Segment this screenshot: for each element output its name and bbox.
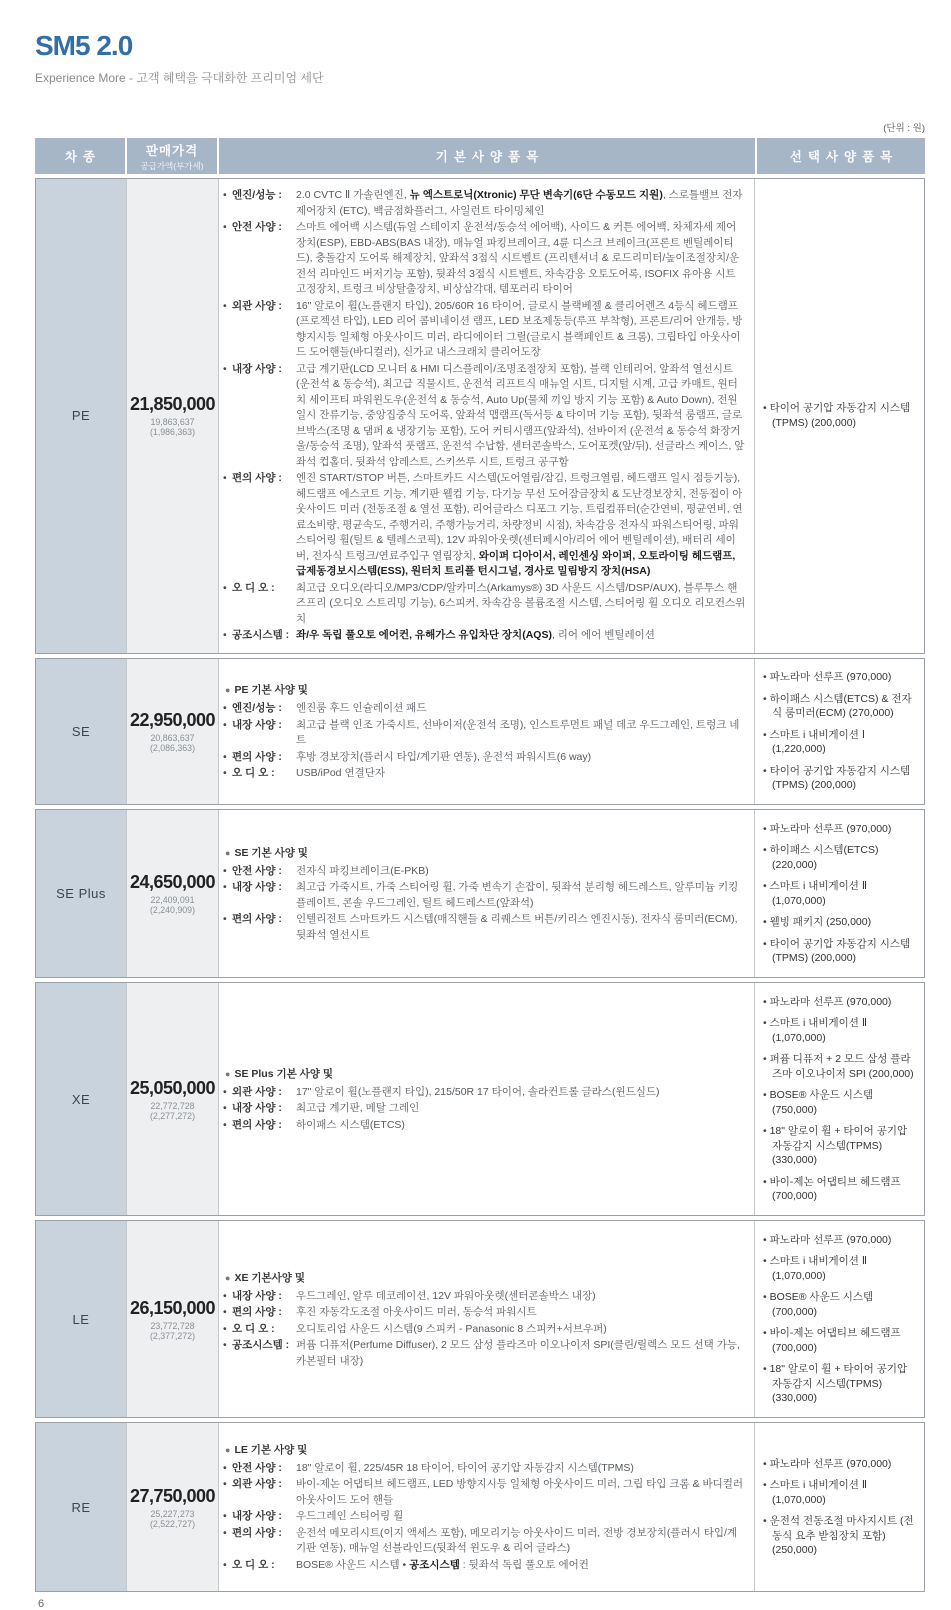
bullet-icon: • xyxy=(223,1510,227,1523)
option-item: • 타이어 공기압 자동감지 시스템 (TPMS) (200,000) xyxy=(763,401,918,430)
bullet-icon: • xyxy=(223,1085,227,1098)
header-optional-spec: 선택사양품목 xyxy=(755,138,925,174)
spec-item xyxy=(223,628,746,644)
option-item: • 파노라마 선루프 (970,000) xyxy=(763,995,918,1010)
option-item: • 파노라마 선루프 (970,000) xyxy=(763,1457,918,1472)
spec-item xyxy=(223,912,746,943)
table-body xyxy=(35,178,925,1592)
spec-label: 안전 사양 : xyxy=(232,221,282,233)
model-cell: SE xyxy=(36,659,126,805)
spec-label: 내장 사양 : xyxy=(232,718,282,731)
lead-bullet-icon: ● xyxy=(225,1068,231,1079)
spec-text: 후진 자동각도조절 아웃사이드 미러, 동승석 파워시트 xyxy=(296,1306,537,1319)
spec-text: 하이패스 시스템(ETCS) xyxy=(296,1118,405,1131)
spec-item xyxy=(223,1085,746,1101)
option-item: • 스마트 i 내비게이션 Ⅱ (1,070,000) xyxy=(763,1478,918,1507)
spec-item xyxy=(223,362,746,471)
base-spec-lead: ● LE 기본 사양 및 xyxy=(225,1443,308,1456)
bullet-icon: • xyxy=(223,362,227,375)
bullet-icon: • xyxy=(223,1339,227,1352)
spec-text: 좌/우 독립 풀오토 에어컨, 유해가스 유입차단 장치(AQS), 리어 에어 벤틸레이션 xyxy=(296,629,655,641)
base-spec-lead: ● SE 기본 사양 및 xyxy=(225,846,308,859)
price-value: 21,850,000 xyxy=(129,394,216,415)
lead-bullet-icon: ● xyxy=(225,1444,231,1455)
option-item: • 18" 알로이 휠 + 타이어 공기압 자동감지 시스템(TPMS) (330,000) xyxy=(763,1362,918,1406)
price-supply-vat: 22,409,091 (2,240,909) xyxy=(150,895,195,915)
bullet-icon: • xyxy=(223,1118,227,1131)
spec-label: 내장 사양 : xyxy=(232,362,282,375)
spec-text: 고급 계기판(LCD 모니터 & HMI 디스플레이/조명조절장치 포함), 블랙 인테리어, 앞좌석 열선시트 (운전석 & 동승석), 최고급 직물시트, 운전석 리프트식 매뉴얼 시트, 디지털 시계, 고급 카매트, 원터치 세이프티 파워윈도우(운전석 & 동승석, Auto Up(물체 끼임 방지 기능 포함) & Auto Down), 전원 일시 잔류기능, 중앙집중식 도어록, 앞좌석 맵램프(독서등 & 타이머 기능 포함), 뒷좌석 룸램프, 글로브박스(조명 & 댐퍼 & 냉장기능 포함), 도어 커티시램프(앞좌석), 선바이저 (운전석 & 동승석 화장거울/동승석 조명), 앞좌석 풋램프, 운전석 수납함, 센터콘솔박스, 도어포켓(앞/뒤), 선글라스 케이스, 앞좌석 컵홀더, 뒷좌석 암레스트, 스키쓰루 시트, 트렁크 공구함 xyxy=(296,362,745,468)
option-item: • 운전석 전동조절 마사지시트 (전동식 요추 받침장치 포함) (250,000) xyxy=(763,1514,918,1558)
option-item: • 하이패스 시스템(ETCS) & 전자식 룸미러(ECM) (270,000) xyxy=(763,692,918,721)
spec-text: 바이-제논 어댑티브 헤드램프, LED 방향지시등 일체형 아웃사이드 미러, 그립 타입 크롬 & 바디컬러 아웃사이드 도어 핸들 xyxy=(296,1478,744,1506)
spec-text: 엔진룸 후드 인슐레이션 패드 xyxy=(296,702,427,714)
spec-label: 편의 사양 : xyxy=(232,913,282,926)
lead-bullet-icon: ● xyxy=(225,685,231,695)
spec-label: 편의 사양 : xyxy=(232,472,282,484)
bullet-icon: • xyxy=(223,702,227,714)
table-row xyxy=(35,1422,925,1592)
spec-text: 17" 알로이 휠(노플랜지 타입), 215/50R 17 타이어, 솔라컨트롤 글라스(윈드실드) xyxy=(296,1085,660,1098)
spec-label: 오 디 오 : xyxy=(232,581,275,594)
spec-label: 외관 사양 : xyxy=(232,299,282,312)
optional-spec-cell xyxy=(754,983,924,1215)
spec-label: 엔진/성능 : xyxy=(232,189,282,201)
bullet-icon: • xyxy=(223,1322,227,1335)
bullet-icon: • xyxy=(223,1526,227,1539)
spec-item xyxy=(223,701,746,717)
spec-label: 내장 사양 : xyxy=(232,1102,282,1115)
spec-label: 외관 사양 : xyxy=(232,1478,282,1491)
spec-label: 내장 사양 : xyxy=(232,1289,282,1302)
bullet-icon: • xyxy=(223,581,227,594)
table-row xyxy=(35,1220,925,1418)
table-header-row xyxy=(35,138,925,174)
spec-item xyxy=(223,188,746,219)
base-spec-lead: ● XE 기본사양 및 xyxy=(225,1271,305,1284)
bullet-icon: • xyxy=(223,472,227,484)
spec-label: 내장 사양 : xyxy=(232,1510,282,1523)
spec-label: 오 디 오 : xyxy=(232,1558,275,1571)
spec-text: 퍼퓸 디퓨저(Perfume Diffuser), 2 모드 삼성 플라즈마 이오나이저 SPI(클린/릴렉스 모드 선택 가능, 카본필터 내장) xyxy=(296,1339,740,1367)
option-item: • 타이어 공기압 자동감지 시스템 (TPMS) (200,000) xyxy=(763,764,918,793)
spec-text: 스마트 에어백 시스템(듀얼 스테이지 운전석/동승석 에어백), 사이드 & 커튼 에어백, 차체자세 제어장치(ESP), EBD-ABS(BAS 내장), 매뉴얼 파킹브레이크, 4륜 디스크 브레이크(프론트 벤틸레이티드), 충돌감지 도어록 해제장치, 앞좌석 3점식 시트벨트 (프리텐셔너 & 로드리미터/높이조절장치/운전석 리마인드 버저기능 포함), 뒷좌석 3점식 시트벨트, 차속감응 오토도어록, ISOFIX 유아용 시트 고정장치, 트렁크 비상탈출장치, 비상삼각대, 템포러리 타이어 xyxy=(296,221,740,295)
option-item: • 웰빙 패키지 (250,000) xyxy=(763,915,918,930)
option-item: • 스마트 i 내비게이션 Ⅱ (1,070,000) xyxy=(763,1254,918,1283)
bullet-icon: • xyxy=(223,767,227,779)
spec-item xyxy=(223,718,746,749)
spec-item xyxy=(223,880,746,911)
price-supply-vat: 20,863,637 (2,086,363) xyxy=(150,732,195,753)
base-spec-lead: ● PE 기본 사양 및 xyxy=(225,684,308,696)
spec-list xyxy=(223,187,746,645)
page-subtitle: Experience More - 고객 혜택을 극대화한 프리미엄 세단 xyxy=(35,71,324,85)
option-item: • 18" 알로이 휠 + 타이어 공기압 자동감지 시스템(TPMS) (330,000) xyxy=(763,1124,918,1168)
bullet-icon: • xyxy=(223,221,227,233)
spec-item xyxy=(223,1477,746,1508)
price-supply-vat: 19,863,637 (1,986,363) xyxy=(150,417,195,438)
spec-item xyxy=(223,1509,746,1525)
spec-item xyxy=(223,1101,746,1117)
price-value: 27,750,000 xyxy=(129,1485,216,1506)
bullet-icon: • xyxy=(223,1289,227,1302)
price-cell xyxy=(126,1423,218,1591)
lead-bullet-icon: ● xyxy=(225,1272,231,1283)
spec-label: 편의 사양 : xyxy=(232,1118,282,1131)
bullet-icon: • xyxy=(223,1478,227,1491)
price-cell xyxy=(126,810,218,977)
spec-item xyxy=(223,1526,746,1557)
model-cell: LE xyxy=(36,1221,126,1417)
spec-label: 오 디 오 : xyxy=(232,767,275,779)
optional-spec-cell xyxy=(754,659,924,805)
bullet-icon: • xyxy=(223,629,227,641)
lead-bullet-icon: ● xyxy=(225,847,231,858)
bullet-icon: • xyxy=(223,718,227,731)
option-item: • 바이-제논 어댑티브 헤드램프 (700,000) xyxy=(763,1175,918,1204)
spec-item xyxy=(223,1305,746,1321)
spec-label: 편의 사양 : xyxy=(232,1306,282,1319)
option-item: • 파노라마 선루프 (970,000) xyxy=(763,670,918,685)
base-spec-cell xyxy=(218,810,754,977)
base-spec-cell xyxy=(218,179,754,653)
spec-label: 오 디 오 : xyxy=(232,1322,275,1335)
spec-label: 안전 사양 : xyxy=(232,864,282,877)
spec-item xyxy=(223,1558,746,1574)
price-supply-vat: 22,772,728 (2,277,272) xyxy=(150,1100,195,1121)
bullet-icon: • xyxy=(223,189,227,201)
bullet-icon: • xyxy=(223,1461,227,1474)
spec-label: 안전 사양 : xyxy=(232,1461,282,1474)
spec-label: 엔진/성능 : xyxy=(232,702,282,714)
price-supply-vat: 23,772,728 (2,377,272) xyxy=(150,1320,195,1341)
spec-item xyxy=(223,1461,746,1477)
model-cell: PE xyxy=(36,179,126,653)
option-item: • 스마트 i 내비게이션 Ⅱ (1,070,000) xyxy=(763,879,918,908)
spec-text: 우드그레인 스티어링 휠 xyxy=(296,1510,404,1523)
spec-item xyxy=(223,1118,746,1134)
price-value: 26,150,000 xyxy=(129,1297,216,1318)
spec-text: 최고급 계기판, 메탈 그레인 xyxy=(296,1102,420,1115)
price-cell xyxy=(126,179,218,653)
unit-note: (단위 : 원) xyxy=(883,123,925,134)
spec-item xyxy=(223,766,746,782)
base-spec-cell xyxy=(218,983,754,1215)
price-cell xyxy=(126,659,218,805)
option-item: • BOSE® 사운드 시스템 (700,000) xyxy=(763,1290,918,1319)
option-item: • 스마트 i 내비게이션 Ⅱ (1,070,000) xyxy=(763,1016,918,1045)
optional-spec-cell xyxy=(754,810,924,977)
price-value: 24,650,000 xyxy=(129,872,216,892)
base-spec-cell xyxy=(218,1221,754,1417)
optional-spec-cell xyxy=(754,179,924,653)
spec-list xyxy=(223,1460,746,1575)
spec-text: 인텔리전트 스마트카드 시스템(매직핸들 & 리퀘스트 버튼/키리스 엔진시동), 전자식 룸미러(ECM), 뒷좌석 열선시트 xyxy=(296,913,738,941)
spec-item xyxy=(223,864,746,880)
spec-text: 최고급 오디오(라디오/MP3/CDP/알카미스(Arkamys®) 3D 사운드 시스템/DSP/AUX), 블루투스 핸즈프리 (오디오 스트리밍 기능), 6스피커, 차속감응 볼륨조절 시스템, 스티어링 휠 오디오 리모컨스위치 xyxy=(296,581,746,625)
spec-text: 오디토리엄 사운드 시스템(9 스피커 - Panasonic 8 스피커+서브우퍼) xyxy=(296,1322,607,1335)
option-item: • 파노라마 선루프 (970,000) xyxy=(763,1233,918,1248)
spec-list xyxy=(223,700,746,783)
spec-text: 18" 알로이 휠, 225/45R 18 타이어, 타이어 공기압 자동감지 시스템(TPMS) xyxy=(296,1461,634,1474)
page-title: SM5 2.0 xyxy=(35,30,133,61)
bullet-icon: • xyxy=(223,864,227,877)
bullet-icon: • xyxy=(223,299,227,312)
spec-text: 후방 경보장치(플러시 타입/계기판 연동), 운전석 파워시트(6 way) xyxy=(296,750,592,763)
spec-label: 공조시스템 : xyxy=(232,629,290,641)
option-item: • 퍼퓸 디퓨저 + 2 모드 삼성 플라즈마 이오나이저 SPI (200,000) xyxy=(763,1052,918,1081)
spec-text: USB/iPod 연결단자 xyxy=(296,767,386,779)
base-spec-lead: ● SE Plus 기본 사양 및 xyxy=(225,1067,334,1080)
spec-item xyxy=(223,299,746,361)
spec-list xyxy=(223,1288,746,1371)
option-item: • BOSE® 사운드 시스템 (750,000) xyxy=(763,1088,918,1117)
bullet-icon: • xyxy=(223,881,227,894)
bullet-icon: • xyxy=(223,1102,227,1115)
spec-item xyxy=(223,581,746,628)
price-value: 25,050,000 xyxy=(129,1077,216,1098)
table-row xyxy=(35,178,925,654)
spec-text: 최고급 블랙 인조 가죽시트, 선바이저(운전석 조명), 인스트루먼트 패널 데코 우드그레인, 트렁크 네트 xyxy=(296,718,740,746)
spec-table xyxy=(35,138,925,1592)
spec-label: 외관 사양 : xyxy=(232,1085,282,1098)
model-cell: RE xyxy=(36,1423,126,1591)
header-price: 판매가격 공급가액(부가세) xyxy=(125,138,217,174)
spec-text: 엔진 START/STOP 버튼, 스마트카드 시스템(도어열림/잠김, 트렁크열림, 헤드램프 일시 점등기능), 헤드램프 에스코트 기능, 계기판 웰컴 기능, 다기능 무선 도어잠금장치 & 도난경보장치, 전동접이 아웃사이드 미러 (전동조절 & 열선 포함), 리어글라스 디포그 기능, 트립컴퓨터(순간연비, 평균연비, 연료소비량, 평균속도, 주행거리, 주행가능거리, 차량정비 시점), 차속감응 전자식 파워스티어링, 파워 스티어링 휠(틸트 & 텔레스코픽), 12V 파워아웃렛(센터페시아/리어 에어 벤틸레이션), 배터리 세이버, 전자식 트렁크/연료주입구 열림장치, 와이퍼 디아이서, 레인센싱 와이퍼, 오토라이팅 헤드램프, 급제동경보시스템(ESS), 원터치 트리플 턴시그널, 경사로 밀림방지 장치(HSA) xyxy=(296,472,743,577)
spec-item xyxy=(223,1322,746,1338)
option-item: • 파노라마 선루프 (970,000) xyxy=(763,822,918,837)
header-base-spec: 기본사양품목 xyxy=(217,138,755,174)
base-spec-cell xyxy=(218,1423,754,1591)
spec-list xyxy=(223,863,746,945)
table-row xyxy=(35,809,925,978)
optional-spec-cell xyxy=(754,1423,924,1591)
spec-text: 2.0 CVTC Ⅱ 가솔린엔진, 뉴 엑스트로닉(Xtronic) 무단 변속기(6단 수동모드 지원), 스로틀밸브 전자제어장치 (ETC), 백금점화플러그, 사일런트 타이밍체인 xyxy=(296,189,743,217)
bullet-icon: • xyxy=(223,913,227,926)
spec-label: 편의 사양 : xyxy=(232,1526,282,1539)
spec-text: BOSE® 사운드 시스템 • 공조시스템 : 뒷좌석 독립 풀오토 에어컨 xyxy=(296,1558,589,1571)
price-cell xyxy=(126,1221,218,1417)
page-number: 6 xyxy=(38,1598,45,1610)
spec-item xyxy=(223,750,746,766)
table-row xyxy=(35,982,925,1216)
spec-list xyxy=(223,1084,746,1135)
header-model: 차종 xyxy=(64,150,102,164)
spec-item xyxy=(223,1289,746,1305)
bullet-icon: • xyxy=(223,1306,227,1319)
price-supply-vat: 25,227,273 (2,522,727) xyxy=(150,1508,195,1529)
spec-item xyxy=(223,220,746,298)
option-item: • 스마트 i 내비게이션 Ⅰ (1,220,000) xyxy=(763,728,918,757)
spec-label: 공조시스템 : xyxy=(232,1339,290,1352)
spec-text: 우드그레인, 알루 데코레이션, 12V 파워아웃렛(센터콘솔박스 내장) xyxy=(296,1289,596,1302)
price-cell xyxy=(126,983,218,1215)
spec-label: 내장 사양 : xyxy=(232,881,282,894)
base-spec-cell xyxy=(218,659,754,805)
spec-item xyxy=(223,471,746,580)
spec-text: 16" 알로이 휠(노플랜지 타입), 205/60R 16 타이어, 글로시 블랙베젤 & 클리어렌즈 4등식 헤드램프 (프로젝션 타입), LED 리어 콤비네이션 램프, LED 보조제동등(루프 부착형), 프론트/리어 안개등, 방향지시등 일체형 아웃사이드 미러, 라디에이터 그릴(글로시 블랙페인트 & 크롬), 그립타입 아웃사이드 도어핸들(바디컬러), 신가교 내스크래치 클리어도장 xyxy=(296,299,743,358)
model-cell: XE xyxy=(36,983,126,1215)
option-item: • 바이-제논 어댑티브 헤드램프 (700,000) xyxy=(763,1326,918,1355)
option-item: • 타이어 공기압 자동감지 시스템 (TPMS) (200,000) xyxy=(763,937,918,966)
table-row xyxy=(35,658,925,806)
optional-spec-cell xyxy=(754,1221,924,1417)
spec-text: 전자식 파킹브레이크(E-PKB) xyxy=(296,864,429,877)
spec-label: 편의 사양 : xyxy=(232,750,282,763)
option-item: • 하이패스 시스템(ETCS) (220,000) xyxy=(763,843,918,872)
spec-text: 운전석 메모리시트(이지 액세스 포함), 메모리기능 아웃사이드 미러, 전방 경보장치(플러시 타입/계기판 연동), 매뉴얼 선블라인드(뒷좌석 윈도우 & 리어 글라스) xyxy=(296,1526,738,1555)
price-value: 22,950,000 xyxy=(129,709,216,730)
bullet-icon: • xyxy=(223,750,227,763)
spec-text: 최고급 가죽시트, 가죽 스티어링 휠, 가죽 변속기 손잡이, 뒷좌석 분리형 헤드레스트, 알루미늄 키킹플레이트, 콘솔 우드그레인, 틸트 헤드레스트(앞좌석) xyxy=(296,881,739,909)
model-cell: SE Plus xyxy=(36,810,126,977)
bullet-icon: • xyxy=(223,1558,227,1571)
